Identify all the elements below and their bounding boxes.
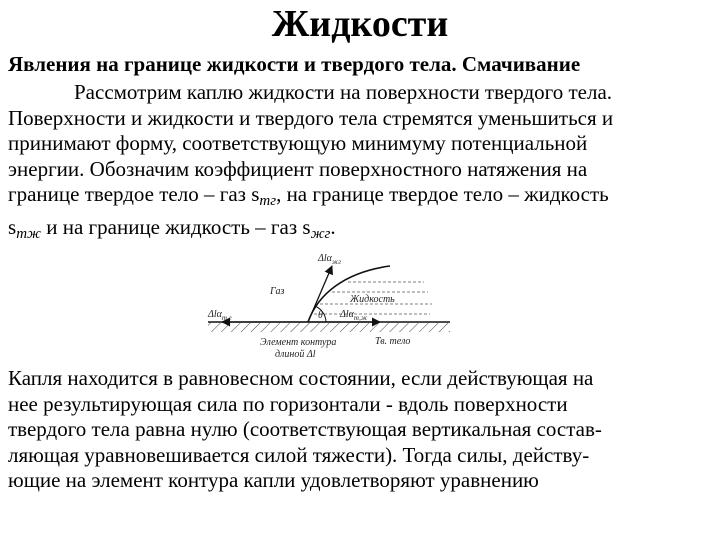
label-gas: Газ: [270, 286, 285, 297]
paragraph-line: $s_{тж}$ и на границе жидкость – газ $s_{жг}$.: [8, 214, 336, 242]
label-contour-2: длиной Δl: [275, 349, 316, 360]
paragraph-line: принимают форму, соответствующую минимуму потенциальной: [8, 131, 588, 155]
section-heading: Явления на границе жидкости и твердого тела. Смачивание: [8, 52, 581, 76]
paragraph-line: твердого тела равна нулю (соответствующая вертикальная состав-: [8, 417, 602, 441]
paragraph-line: ющие на элемент контура капли удовлетворяют уравнению: [8, 468, 539, 492]
paragraph-line: ляющая уравновешивается силой тяжести). Тогда силы, действу-: [8, 442, 590, 467]
paragraph-line: Поверхности и жидкости и твердого тела стремятся уменьшиться и: [8, 105, 614, 130]
label-force-liquid-gas: Δlα$_{жг}$: [318, 253, 342, 266]
wetting-diagram: [200, 244, 455, 362]
page-title: Жидкости: [271, 3, 449, 45]
solid-hatching: [208, 323, 450, 332]
paragraph-line: Капля находится в равновесном состоянии, если действующая на: [8, 366, 594, 390]
paragraph-line: нее результирующая сила по горизонтали - вдоль поверхности: [8, 391, 568, 416]
equilibrium-paragraph: [8, 366, 714, 494]
paragraph-line: границе твердое тело – газ $s_{тг}$, на границе твердое тело – жидкость: [8, 182, 609, 209]
label-contour-1: Элемент контура: [260, 337, 337, 348]
label-angle: θ: [318, 310, 323, 321]
subscript: жг: [310, 225, 331, 242]
label-force-solid-liquid: Δlα$_{т,ж}$: [340, 309, 368, 322]
subscript: тж: [16, 225, 41, 242]
paragraph-line: Рассмотрим каплю жидкости на поверхности твердого тела.: [74, 80, 613, 104]
label-force-solid-gas: Δlα$_{т,г}$: [208, 309, 232, 322]
label-solid: Тв. тело: [375, 336, 411, 347]
label-liquid: Жидкость: [350, 294, 395, 305]
subscript: тг: [259, 193, 277, 209]
paragraph-line: энергии. Обозначим коэффициент поверхностного натяжения на: [8, 156, 588, 181]
intro-paragraph: [8, 80, 714, 247]
